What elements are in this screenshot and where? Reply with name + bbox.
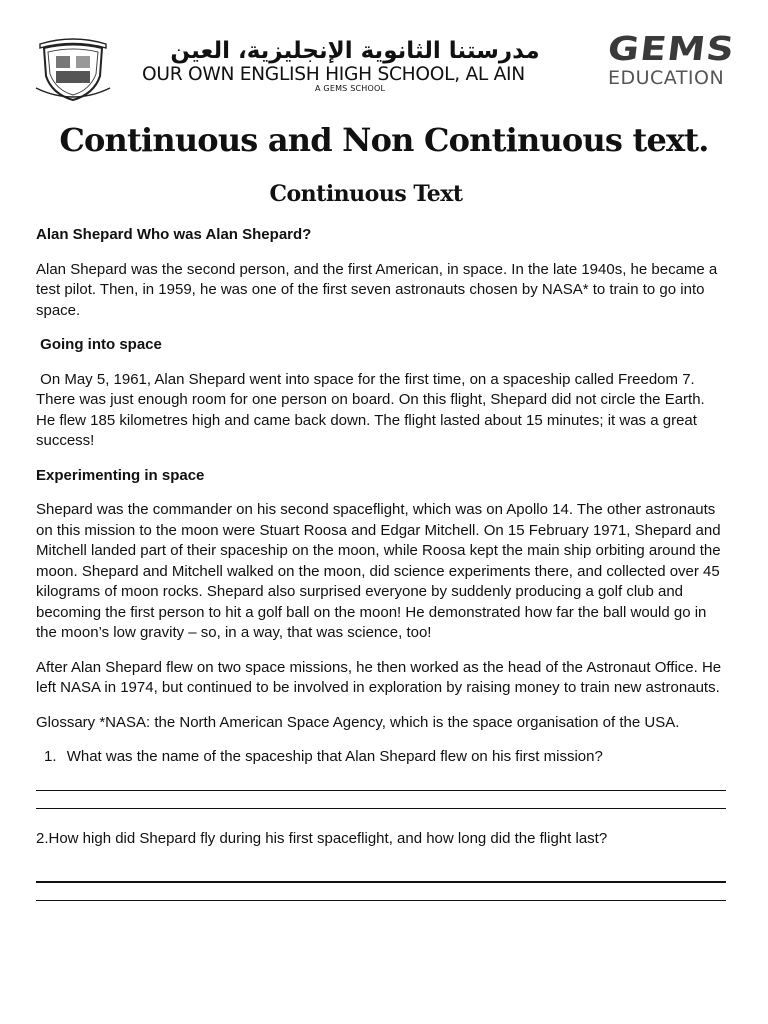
space-paragraph: On May 5, 1961, Alan Shepard went into space for the first time, on a spaceship called Freedom 7. There was just enough room for one person on board. On this flight, Shepard did not circle the Earth. He flew 185 kilometres high and came back down. The flight lasted about 15 minutes; it was a great success!: [36, 370, 709, 449]
answer-line[interactable]: [36, 790, 726, 791]
section-subtitle: Continuous Text: [269, 181, 463, 207]
question-1-number: 1.: [44, 748, 57, 765]
after-paragraph: After Alan Shepard flew on two space missions, he then worked as the head of the Astronaut Office. He left NASA in 1974, but continued to be involved in exploration by raising money to train new astronauts.: [36, 658, 722, 696]
school-crest-logo: [34, 36, 112, 102]
school-subtitle: A GEMS SCHOOL: [315, 84, 386, 93]
space-heading: Going into space: [36, 336, 162, 353]
question-1-text: What was the name of the spaceship that Alan Shepard flew on his first mission?: [66, 748, 603, 765]
answer-line[interactable]: [36, 900, 726, 901]
article-body: [36, 225, 728, 918]
school-name-block: [140, 38, 580, 100]
gems-logo-text: GEMS: [605, 29, 738, 68]
glossary-paragraph: Glossary *NASA: the North American Space Agency, which is the space organisation of the USA.: [36, 713, 680, 731]
gems-education-logo: [605, 29, 738, 94]
page-title: Continuous and Non Continuous text.: [59, 121, 709, 159]
experiment-paragraph: Shepard was the commander on his second spaceflight, which was on Apollo 14. The other astronauts on this mission to the moon were Stuart Roosa and Edgar Mitchell. On 15 February 1971, Shepard and Mitchell landed part of their spaceship on the moon, while Roosa kept the main ship orbiting around the moon. Shepard and Mitchell walked on the moon, did science experiments there, and collected over 45 kilograms of moon rocks. Shepard also surprised everyone by suddenly producing a golf club and becoming the first person to hit a golf ball on the moon! He demonstrated how far the ball would go in the moon’s low gravity – so, in a way, that was science, too!: [36, 501, 721, 641]
page-header: [0, 0, 768, 110]
answer-line[interactable]: [36, 808, 726, 809]
school-name-english: OUR OWN ENGLISH HIGH SCHOOL, AL AIN: [142, 63, 525, 85]
question-1: [36, 747, 728, 768]
answer-line[interactable]: [36, 881, 726, 882]
experiment-heading: Experimenting in space: [36, 466, 205, 484]
school-name-arabic: مدرستنا الثانوية الإنجليزية، العين: [170, 38, 540, 64]
intro-paragraph: Alan Shepard was the second person, and the first American, in space. In the late 1940s, he became a test pilot. Then, in 1959, he was one of the first seven astronauts chosen by NASA* to train to go into space.: [36, 260, 718, 319]
intro-heading: Alan Shepard Who was Alan Shepard?: [36, 226, 312, 243]
question-2: 2.How high did Shepard fly during his first spaceflight, and how long did the flight last?: [36, 829, 608, 847]
gems-education-text: EDUCATION: [608, 67, 725, 89]
